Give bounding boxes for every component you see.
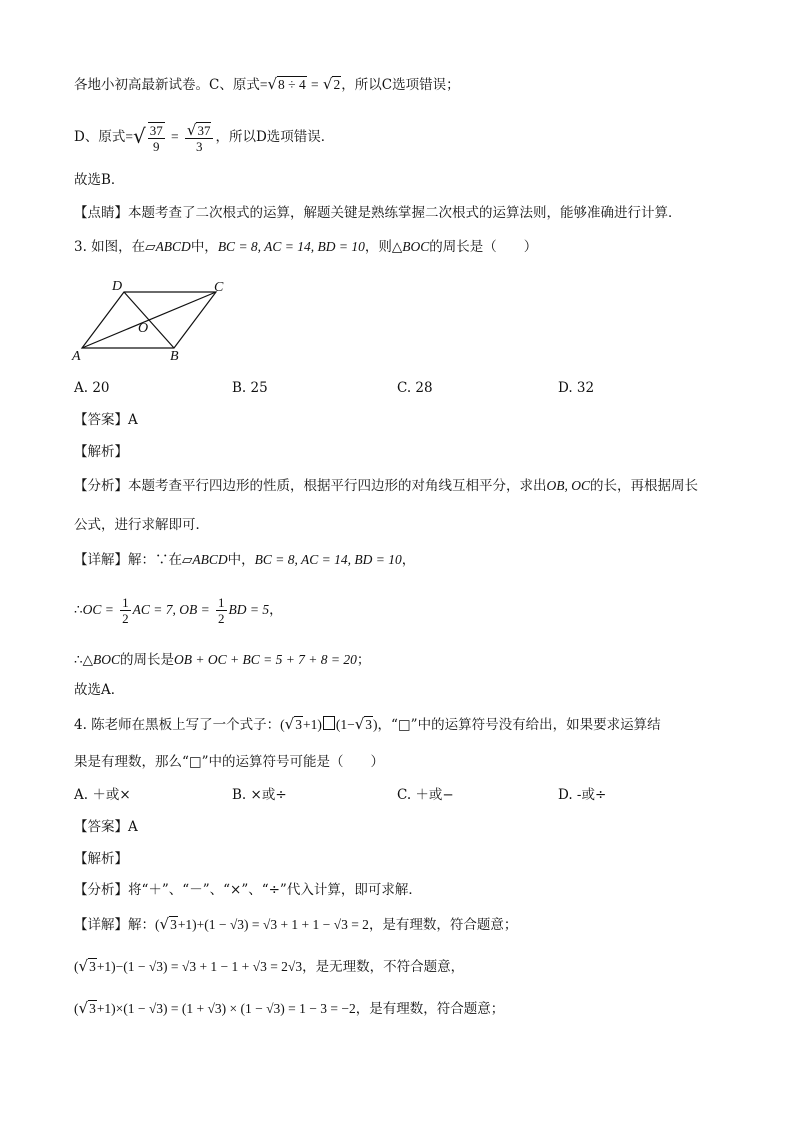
q4-choice-a[interactable]: A. ＋或× [74,787,131,803]
q4-analysis-label: 【解析】 [74,851,128,867]
question-3-stem: 3. 如图，在▱ABCD中，BC = 8, AC = 14, BD = 10，则△BOC的周长是（ ） [74,239,538,255]
q3-analysis-label: 【解析】 [74,444,128,460]
fraction: $\frac{37}{9}$ [149,122,163,154]
choice-c[interactable]: C. 28 [397,380,433,396]
q4-choice-c[interactable]: C. ＋或− [397,787,454,803]
q3-step-1: ∴OC = $\frac{1}{2}$ AC = 7, OB = $\frac{1}{2}$ BD = 5， [74,595,283,626]
choice-d[interactable]: D. 32 [558,380,595,396]
q4-answer: 【答案】A [74,819,138,835]
label-c: C [214,280,224,295]
q3-detail: 【详解】解：∵在▱ABCD中，BC = 8, AC = 14, BD = 10， [74,552,416,568]
q3-fenxi: 【分析】本题考查平行四边形的性质，根据平行四边形的对角线互相平分，求出OB, OC的长，再根据周长 [74,478,698,494]
question-4-stem: 4. 陈老师在黑板上写了一个式子：(√3+1) (1−√3)，“□”中的运算符号没有给出，如果要求运算结 [74,715,661,733]
q3-step-2: ∴△BOC的周长是OB + OC + BC = 5 + 7 + 8 = 20； [74,652,371,668]
q3-conclusion: 故选A． [74,682,125,698]
option-d-line: D、原式=√ $\frac{37}{9}$ = $\frac{√37}{3}$ ，所以D选项错误． [74,120,335,154]
choice-b[interactable]: B. 25 [232,380,268,396]
label-a: A [72,349,81,364]
parallelogram-figure [70,276,250,364]
question-4-stem-cont: 果是有理数，那么“□”中的运算符号可能是（ ） [74,754,385,770]
operator-box [323,716,335,730]
q4-detail-2: (√3+1)−(1 − √3) = √3 + 1 − 1 + √3 = 2√3，是无理数，不符合题意， [74,957,465,975]
q4-detail-3: (√3+1)×(1 − √3) = (1 + √3) × (1 − √3) = 1 − 3 = −2，是有理数，符合题意； [74,999,505,1017]
dianjing-note: 【点睛】本题考查了二次根式的运算，解题关键是熟练掌握二次根式的运算法则，能够准确进行计算． [74,205,682,221]
q4-choice-b[interactable]: B. ×或÷ [232,787,287,803]
q4-fenxi: 【分析】将“＋”、“－”、“×”、“÷”代入计算，即可求解． [74,882,422,898]
conclusion-b: 故选B． [74,172,125,188]
q4-detail-1: 【详解】解：(√3+1)+(1 − √3) = √3 + 1 + 1 − √3 = 2，是有理数，符合题意； [74,915,518,933]
q3-answer: 【答案】A [74,412,138,428]
diagonal-bd [124,292,174,348]
q4-choice-d[interactable]: D. -或÷ [558,787,607,803]
option-c-line: 各地小初高最新试卷。C、原式=√8 ÷ 4 = √2，所以C选项错误； [74,75,460,93]
choice-a[interactable]: A. 20 [74,380,110,396]
label-d: D [112,279,123,294]
fraction: $\frac{√37}{3}$ [185,122,214,154]
label-b: B [170,349,179,364]
label-o: O [138,321,149,336]
q3-fenxi-cont: 公式，进行求解即可． [74,517,209,533]
